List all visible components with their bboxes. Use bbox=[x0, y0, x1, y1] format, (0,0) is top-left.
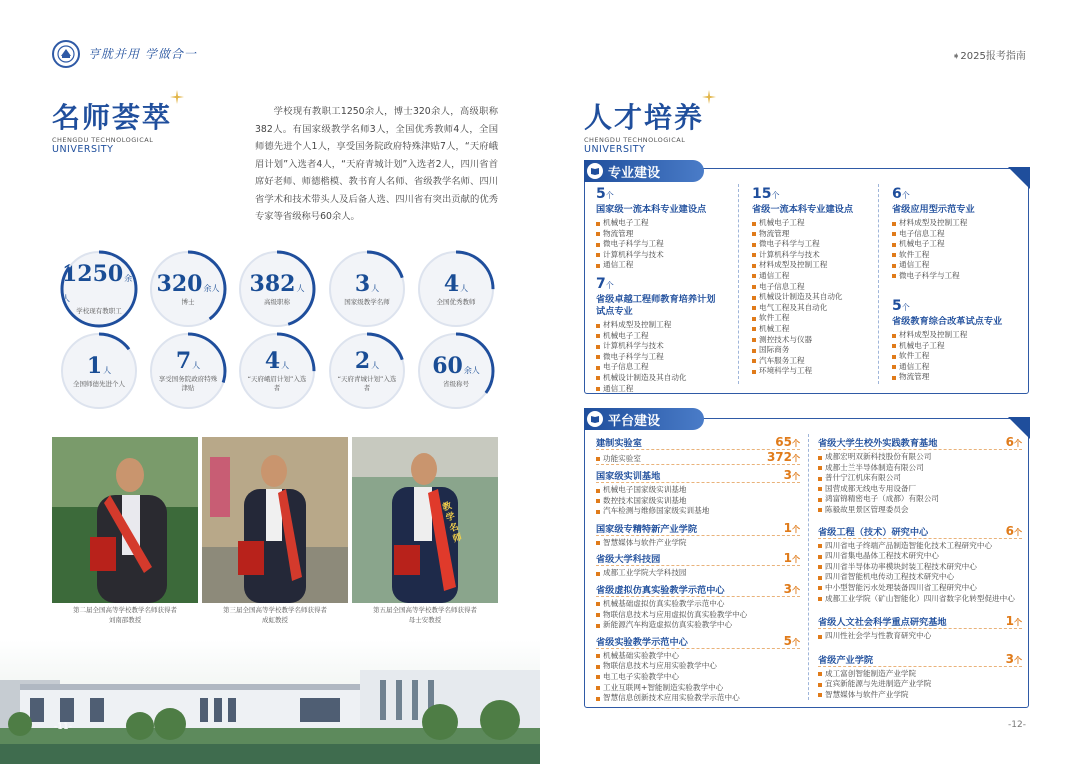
platform-group-title: 省级虚拟仿真实验教学示范中心 bbox=[596, 584, 725, 596]
stat-unit: 人 bbox=[460, 283, 469, 293]
list-item: 成都士兰半导体制造有限公司 bbox=[818, 463, 1022, 474]
list-item: 物联信息技术与应用虚拟仿真实验教学中心 bbox=[596, 610, 800, 621]
platform-header: 平台建设 bbox=[584, 408, 704, 430]
list-item: 软件工程 bbox=[892, 250, 1020, 261]
list-item: 微电子科学与工程 bbox=[596, 239, 724, 250]
platform-group bbox=[596, 551, 800, 579]
major-list bbox=[752, 218, 872, 377]
list-item: 机械设计制造及其自动化 bbox=[596, 373, 722, 384]
stat-circle bbox=[151, 252, 225, 326]
stat-number: 4 bbox=[443, 270, 460, 297]
count-unit: 个 bbox=[792, 524, 800, 534]
teacher-photo-3 bbox=[352, 437, 498, 603]
platform-group-header bbox=[596, 634, 800, 649]
list-item: 微电子科学与工程 bbox=[752, 239, 872, 250]
major-count bbox=[596, 186, 724, 204]
major-list bbox=[892, 330, 1020, 383]
list-item: 成都工业学院（矿山智能化）四川省数字化转型促进中心 bbox=[818, 594, 1022, 605]
count-number: 6 bbox=[892, 186, 902, 202]
list-item: 计算机科学与技术 bbox=[596, 341, 722, 352]
list-item: 机械电子工程 bbox=[752, 218, 872, 229]
list-item: 智慧信息创新技术应用实验教学示范中心 bbox=[596, 693, 800, 704]
list-item: 成都工业学院大学科技园 bbox=[596, 568, 800, 579]
section-title: 名师荟萃 bbox=[52, 101, 173, 134]
motto: 亨肬并用 学做合一 bbox=[88, 47, 197, 61]
list-item: 四川省半导体功率模块封装工程技术研究中心 bbox=[818, 562, 1022, 573]
stat-label: 国家级教学名师 bbox=[344, 297, 390, 306]
list-item: 宜宾新能源与先进制造产业学院 bbox=[818, 679, 1022, 690]
major-group-title: 国家级一流本科专业建设点 bbox=[596, 204, 707, 215]
list-item: 测控技术与仪器 bbox=[752, 335, 872, 346]
list-item: 机械基础实验教学中心 bbox=[596, 651, 800, 662]
list-item: 材料成型及控制工程 bbox=[892, 218, 1020, 229]
platform-count bbox=[1006, 435, 1022, 449]
count-unit: 个 bbox=[792, 472, 800, 481]
stat-label: 全国优秀教师 bbox=[436, 297, 476, 306]
platform-group-header bbox=[818, 435, 1022, 450]
list-item: 机械电子工程 bbox=[892, 341, 1020, 352]
platform-left-column bbox=[596, 432, 800, 704]
major-count bbox=[892, 186, 1020, 204]
count-number: 1 bbox=[783, 551, 792, 566]
count-unit: 个 bbox=[792, 454, 800, 463]
platform-list bbox=[818, 669, 1022, 701]
stat-unit: 余人 bbox=[203, 283, 220, 293]
platform-group-title: 省级人文社会科学重点研究基地 bbox=[818, 617, 947, 629]
sash-text: 教学名师 bbox=[441, 501, 464, 545]
list-item: 机械电子国家级实训基地 bbox=[596, 485, 800, 496]
count-number: 7 bbox=[596, 276, 606, 292]
count-number: 3 bbox=[1005, 651, 1014, 666]
platform-right-column bbox=[818, 432, 1022, 701]
right-page bbox=[540, 0, 1080, 764]
photo-caption-2: 第三届全国高等学校教学名师获得者 成虹教授 bbox=[223, 606, 327, 624]
platform-group-title: 国家级专精特新产业学院 bbox=[596, 523, 698, 535]
list-item: 材料成型及控制工程 bbox=[596, 320, 722, 331]
count-number: 6 bbox=[1005, 523, 1014, 538]
platform-list bbox=[596, 568, 800, 579]
count-unit: 个 bbox=[1014, 655, 1022, 665]
list-item: 通信工程 bbox=[596, 260, 724, 271]
stat-circle bbox=[240, 334, 314, 408]
section-sub-en: CHENGDU TECHNOLOGICAL bbox=[52, 136, 154, 144]
list-item: 微电子科学与工程 bbox=[892, 271, 1020, 282]
list-item: 机械电子工程 bbox=[596, 331, 722, 342]
count-unit: 个 bbox=[605, 191, 614, 200]
list-item: 机械电子工程 bbox=[892, 239, 1020, 250]
platform-group-title: 省级产业学院 bbox=[818, 654, 874, 666]
stat-unit: 人 bbox=[281, 361, 290, 370]
list-item: 机械设计制造及其自动化 bbox=[752, 292, 872, 303]
sub-count bbox=[767, 450, 800, 464]
stat-circle bbox=[419, 252, 493, 326]
section-sub-en-right: CHENGDU TECHNOLOGICAL bbox=[584, 136, 686, 144]
list-item: 四川省集电晶体工程技术研究中心 bbox=[818, 551, 1022, 562]
major-group bbox=[596, 186, 724, 271]
list-item: 软件工程 bbox=[752, 313, 872, 324]
stat-number: 7 bbox=[175, 348, 192, 374]
platform-group-header bbox=[818, 524, 1022, 539]
list-item: 新能源汽车构造虚拟仿真实验教学中心 bbox=[596, 620, 800, 631]
list-item: 通信工程 bbox=[752, 271, 872, 282]
list-item: 电气工程及其自动化 bbox=[752, 303, 872, 314]
platform-count bbox=[784, 521, 800, 535]
list-item: 机械基础虚拟仿真实验教学示范中心 bbox=[596, 599, 800, 610]
university-logo bbox=[52, 40, 80, 68]
count-number: 5 bbox=[892, 298, 902, 314]
count-number: 5 bbox=[783, 633, 792, 648]
list-item: 普什宁江机床有限公司 bbox=[818, 473, 1022, 484]
stat-circle bbox=[419, 334, 493, 408]
count-unit: 个 bbox=[792, 637, 800, 647]
platform-count bbox=[1006, 614, 1022, 628]
list-item: 微电子科学与工程 bbox=[596, 352, 722, 363]
section-sub-en2: UNIVERSITY bbox=[52, 144, 114, 155]
major-group bbox=[892, 298, 1020, 383]
list-item: 四川省电子终端产品制造智能化技术工程研究中心 bbox=[818, 541, 1022, 552]
platform-group-header bbox=[596, 582, 800, 597]
intro-text: 学校现有教职工1250余人，博士320余人，高级职称382人。有国家级教学名师3人，全国优秀教师4人，全国师德先进个人1人，享受国务院政府特殊津贴7人，“天府峨眉计划”入选者4人，“天府青城计划”入选者2人，四川省首席好老师、师德楷模、教书育人名师、省级教学名师、四川省学术和技术带头人及后备人选、四川省有突出贡献的优秀专家等省级称号60余人。 bbox=[255, 106, 498, 222]
list-item: 通信工程 bbox=[892, 260, 1020, 271]
stat-number: 1 bbox=[86, 352, 103, 379]
platform-group bbox=[818, 435, 1022, 516]
list-item: 陈毅故里景区管理委员会 bbox=[818, 505, 1022, 516]
campus-image bbox=[0, 640, 540, 764]
list-item: 汽车服务工程 bbox=[752, 356, 872, 367]
list-item: 电工电子实验教学中心 bbox=[596, 672, 800, 683]
platform-group bbox=[818, 524, 1022, 605]
divider bbox=[878, 184, 879, 384]
stat-label: 博士 bbox=[181, 297, 195, 306]
list-item: 汽车检测与维修国家级实训基地 bbox=[596, 506, 800, 517]
list-item: 成都宏明双新科技股份有限公司 bbox=[818, 452, 1022, 463]
platform-list bbox=[596, 651, 800, 704]
platform-group-title: 建制实验室 bbox=[596, 438, 642, 449]
section-title-right: 人才培养 bbox=[584, 101, 705, 134]
stat-unit: 余人 bbox=[463, 365, 480, 375]
major-count bbox=[892, 298, 1020, 316]
stat-label: 学校现有教职工 bbox=[76, 307, 122, 315]
count-unit: 个 bbox=[1014, 527, 1022, 537]
list-item: 计算机科学与技术 bbox=[752, 250, 872, 261]
count-unit: 个 bbox=[1014, 439, 1022, 448]
count-unit: 个 bbox=[1014, 618, 1022, 628]
count-number: 1 bbox=[783, 520, 792, 535]
stat-unit: 人 bbox=[192, 361, 201, 370]
platform-list bbox=[818, 541, 1022, 605]
page-number-left: -11- bbox=[54, 722, 72, 732]
platform-list bbox=[818, 631, 1022, 642]
arrow-icon: ➧ bbox=[952, 51, 961, 62]
list-item: 软件工程 bbox=[892, 351, 1020, 362]
platform-group-header bbox=[818, 614, 1022, 629]
list-item: 材料成型及控制工程 bbox=[892, 330, 1020, 341]
platform-group bbox=[596, 634, 800, 704]
platform-group bbox=[818, 614, 1022, 642]
stat-circle bbox=[330, 334, 404, 408]
list-item: 环境科学与工程 bbox=[752, 366, 872, 377]
stat-circle bbox=[151, 334, 225, 408]
count-unit: 个 bbox=[792, 585, 800, 595]
list-item: 智慧媒体与软件产业学院 bbox=[818, 690, 1022, 701]
count-unit: 个 bbox=[605, 281, 614, 290]
list-item: 物联信息技术与应用实验教学中心 bbox=[596, 661, 800, 672]
platform-group-title: 国家级实训基地 bbox=[596, 471, 661, 482]
list-item: 国际商务 bbox=[752, 345, 872, 356]
platform-count bbox=[784, 634, 800, 648]
section-sub-en2-right: UNIVERSITY bbox=[584, 144, 646, 155]
major-group-title: 省级教育综合改革试点专业 bbox=[892, 316, 1003, 327]
platform-subrow bbox=[596, 450, 800, 465]
list-item: 材料成型及控制工程 bbox=[752, 260, 872, 271]
stat-label: 享受国务院政府特殊津贴 bbox=[158, 375, 218, 392]
major-count bbox=[596, 276, 722, 294]
major-group-title: 省级一流本科专业建设点 bbox=[752, 204, 854, 215]
platform-group bbox=[596, 521, 800, 549]
stat-label: “天府青城计划”入选者 bbox=[337, 375, 397, 392]
stat-unit: 人 bbox=[296, 283, 305, 293]
stat-label: 省级称号 bbox=[443, 379, 469, 388]
page-number-right: -12- bbox=[1008, 720, 1026, 730]
list-item: 通信工程 bbox=[596, 384, 722, 395]
major-header: 专业建设 bbox=[584, 160, 704, 182]
stat-circle bbox=[240, 252, 314, 326]
list-item: 通信工程 bbox=[892, 362, 1020, 373]
divider bbox=[808, 434, 809, 700]
major-group bbox=[752, 186, 872, 377]
stat-number: 320 bbox=[156, 270, 203, 297]
list-item: 工业互联网+智能制造实验教学中心 bbox=[596, 683, 800, 694]
count-number: 5 bbox=[596, 186, 606, 202]
list-item: 鸿富锦精密电子（成都）有限公司 bbox=[818, 494, 1022, 505]
list-item: 物流管理 bbox=[892, 372, 1020, 383]
stat-number: 4 bbox=[264, 348, 281, 374]
list-item: 国营成都无线电专用设备厂 bbox=[818, 484, 1022, 495]
section-heading-right bbox=[584, 96, 704, 155]
major-group-title: 省级应用型示范专业 bbox=[892, 204, 975, 215]
photo-caption-1: 第二届全国高等学校教学名师获得者 刘南邵教授 bbox=[73, 606, 177, 624]
stat-unit: 人 bbox=[371, 361, 380, 370]
list-item: 机械工程 bbox=[752, 324, 872, 335]
count-unit: 个 bbox=[901, 303, 910, 312]
platform-list bbox=[596, 599, 800, 631]
platform-group-header bbox=[596, 551, 800, 566]
platform-group-header bbox=[596, 435, 800, 450]
platform-count bbox=[784, 551, 800, 565]
section-heading bbox=[52, 96, 172, 155]
stat-number: 382 bbox=[249, 270, 296, 297]
photo-caption-3: 第五届全国高等学校教学名师获得者 母士安教授 bbox=[373, 606, 477, 624]
sparkle-icon bbox=[702, 90, 716, 104]
platform-group bbox=[596, 582, 800, 631]
count-number: 3 bbox=[783, 581, 792, 596]
stat-label: 高级职称 bbox=[264, 297, 290, 306]
teacher-photo-1 bbox=[52, 437, 198, 603]
count-unit: 个 bbox=[792, 439, 800, 448]
stat-number: 1250 bbox=[62, 261, 124, 287]
major-group bbox=[596, 276, 722, 394]
count-number: 372 bbox=[766, 450, 792, 464]
stat-circle bbox=[62, 252, 136, 326]
list-item: 四川性社会学与性教育研究中心 bbox=[818, 631, 1022, 642]
list-item: 电子信息工程 bbox=[596, 362, 722, 373]
platform-count bbox=[775, 435, 800, 449]
list-item: 电子信息工程 bbox=[752, 282, 872, 293]
platform-count bbox=[1006, 652, 1022, 666]
book-icon bbox=[587, 163, 603, 179]
major-group bbox=[892, 186, 1020, 282]
major-count bbox=[752, 186, 872, 204]
platform-group-header bbox=[818, 652, 1022, 667]
count-unit: 个 bbox=[771, 191, 780, 200]
count-unit: 个 bbox=[901, 191, 910, 200]
platform-group-title: 省级大学生校外实践教育基地 bbox=[818, 438, 938, 449]
stat-number: 3 bbox=[354, 270, 371, 297]
platform-list bbox=[596, 538, 800, 549]
count-unit: 个 bbox=[792, 555, 800, 565]
platform-count bbox=[784, 582, 800, 596]
major-list bbox=[892, 218, 1020, 282]
list-item: 机械电子工程 bbox=[596, 218, 724, 229]
platform-list bbox=[596, 485, 800, 517]
stat-label: “天府峨眉计划”入选者 bbox=[247, 375, 307, 392]
list-item: 物流管理 bbox=[752, 229, 872, 240]
count-number: 3 bbox=[783, 468, 792, 482]
list-item: 成工富创智能制造产业学院 bbox=[818, 669, 1022, 680]
stat-number: 60 bbox=[432, 352, 463, 379]
list-item: 数控技术国家级实训基地 bbox=[596, 496, 800, 507]
platform-group-title: 省级工程（技术）研究中心 bbox=[818, 526, 929, 538]
list-item: 计算机科学与技术 bbox=[596, 250, 724, 261]
major-group-title: 省级卓越工程师教育培养计划试点专业 bbox=[596, 294, 716, 317]
platform-group bbox=[596, 468, 800, 517]
list-item: 电子信息工程 bbox=[892, 229, 1020, 240]
list-item: 中小型智能污水处理装备四川省工程研究中心 bbox=[818, 583, 1022, 594]
stat-unit: 人 bbox=[371, 283, 380, 293]
platform-group-title: 省级大学科技园 bbox=[596, 554, 661, 566]
count-number: 65 bbox=[775, 435, 792, 449]
stat-unit: 余人 bbox=[62, 274, 133, 303]
list-item: 物流管理 bbox=[596, 229, 724, 240]
stat-circle bbox=[330, 252, 404, 326]
platform-count bbox=[1006, 524, 1022, 538]
book-icon bbox=[587, 411, 603, 427]
teacher-photo-2 bbox=[202, 437, 348, 603]
major-list bbox=[596, 320, 722, 394]
count-number: 6 bbox=[1005, 435, 1014, 449]
stat-circle bbox=[62, 334, 136, 408]
count-number: 1 bbox=[1005, 614, 1014, 629]
stat-number: 2 bbox=[354, 348, 371, 374]
sub-label: 功能实验室 bbox=[596, 453, 641, 464]
stat-unit: 人 bbox=[103, 365, 112, 375]
platform-group-title: 省级实验教学示范中心 bbox=[596, 636, 688, 648]
platform-count bbox=[784, 468, 800, 482]
sparkle-icon bbox=[170, 90, 184, 104]
platform-group bbox=[818, 652, 1022, 701]
guide-label: ➧2025报考指南 bbox=[952, 51, 1026, 62]
divider bbox=[738, 184, 739, 384]
platform-group-header bbox=[596, 521, 800, 536]
platform-list bbox=[818, 452, 1022, 516]
stat-label: 全国师德先进个人 bbox=[73, 379, 125, 388]
list-item: 智慧媒体与软件产业学院 bbox=[596, 538, 800, 549]
list-item: 四川省智能机电传动工程技术研究中心 bbox=[818, 572, 1022, 583]
count-number: 15 bbox=[752, 186, 772, 202]
platform-group-header bbox=[596, 468, 800, 483]
platform-group bbox=[596, 435, 800, 465]
major-list bbox=[596, 218, 724, 271]
